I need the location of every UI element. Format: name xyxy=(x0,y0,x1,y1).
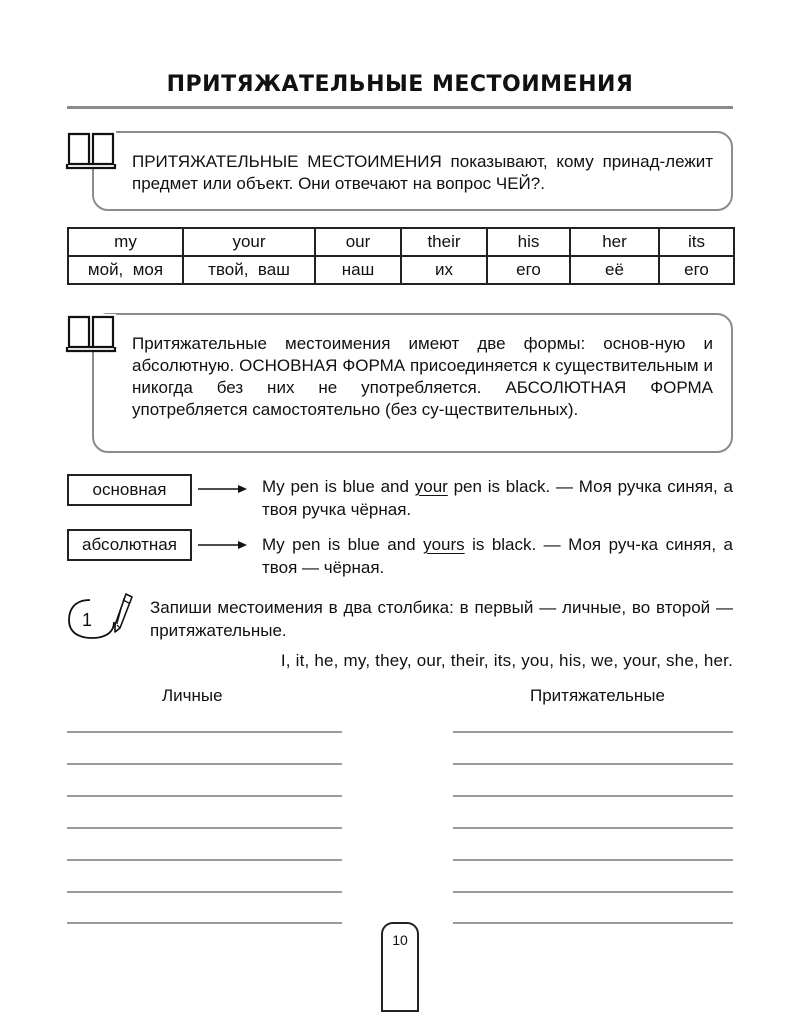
table-cell: твой, ваш xyxy=(183,256,315,284)
example-text: My pen is blue and xyxy=(262,477,415,496)
column-heading-possessive: Притяжательные xyxy=(530,686,665,705)
writing-line[interactable] xyxy=(67,891,342,893)
writing-line[interactable] xyxy=(67,827,342,829)
task-word-list: I, it, he, my, they, our, their, its, you, his, we, your, she, her. xyxy=(280,651,733,670)
table-cell: your xyxy=(183,228,315,256)
arrow-right-icon xyxy=(198,483,248,495)
form-label-basic: основная xyxy=(67,474,192,506)
open-book-icon xyxy=(65,313,117,353)
writing-line[interactable] xyxy=(67,922,342,924)
table-cell: her xyxy=(570,228,659,256)
table-cell: его xyxy=(487,256,570,284)
writing-line[interactable] xyxy=(453,763,733,765)
example-absolute xyxy=(262,533,733,579)
info-box-forms xyxy=(92,313,733,453)
form-label-absolute: абсолютная xyxy=(67,529,192,561)
highlighted-pronoun: yours xyxy=(423,535,465,554)
task-instruction: Запиши местоимения в два столбика: в первый — личные, во второй — притяжательные. xyxy=(150,598,733,640)
table-cell: её xyxy=(570,256,659,284)
table-cell: his xyxy=(487,228,570,256)
column-heading-personal: Личные xyxy=(162,686,223,705)
table-row-english xyxy=(68,228,734,256)
example-text: My pen is blue and xyxy=(262,535,424,554)
writing-line[interactable] xyxy=(67,731,342,733)
definition-text: ПРИТЯЖАТЕЛЬНЫЕ МЕСТОИМЕНИЯ показывают, кому принад-лежит предмет или объект. Они отвечают на вопрос ЧЕЙ?. xyxy=(132,152,713,193)
table-cell: my xyxy=(68,228,183,256)
table-row-russian xyxy=(68,256,734,284)
title-divider xyxy=(67,106,733,109)
table-cell: our xyxy=(315,228,401,256)
info-box-definition xyxy=(92,131,733,211)
writing-line[interactable] xyxy=(453,859,733,861)
pencil-icon xyxy=(108,592,134,636)
example-text: is black. — Моя руч-ка синяя, а твоя — чёрная. xyxy=(262,535,734,577)
arrow-right-icon xyxy=(198,539,248,551)
writing-line[interactable] xyxy=(453,891,733,893)
table-cell: its xyxy=(659,228,734,256)
writing-line[interactable] xyxy=(453,731,733,733)
example-basic xyxy=(262,475,733,521)
example-text: pen is black. — Моя ручка синяя, а твоя ручка чёрная. xyxy=(262,477,733,519)
writing-line[interactable] xyxy=(67,859,342,861)
table-cell: их xyxy=(401,256,487,284)
open-book-icon xyxy=(65,130,117,170)
writing-line[interactable] xyxy=(67,795,342,797)
forms-explanation-text: Притяжательные местоимения имеют две формы: основ-ную и абсолютную. ОСНОВНАЯ ФОРМА присоединяется к существительным и никогда без них не употребляется. АБСОЛЮТНАЯ ФОРМА употребляется самостоятельно (без су-ществительных). xyxy=(132,334,713,419)
writing-line[interactable] xyxy=(453,795,733,797)
table-cell: его xyxy=(659,256,734,284)
page-number-text: 10 xyxy=(392,932,408,948)
page-title: ПРИТЯЖАТЕЛЬНЫЕ МЕСТОИМЕНИЯ xyxy=(166,72,634,97)
highlighted-pronoun: your xyxy=(414,477,448,496)
table-cell: наш xyxy=(315,256,401,284)
task-number: 1 xyxy=(82,610,93,630)
pronoun-table xyxy=(67,227,735,285)
writing-line[interactable] xyxy=(453,922,733,924)
table-cell: мой, моя xyxy=(68,256,183,284)
writing-line[interactable] xyxy=(453,827,733,829)
writing-line[interactable] xyxy=(67,763,342,765)
page-number xyxy=(381,922,419,1012)
table-cell: their xyxy=(401,228,487,256)
